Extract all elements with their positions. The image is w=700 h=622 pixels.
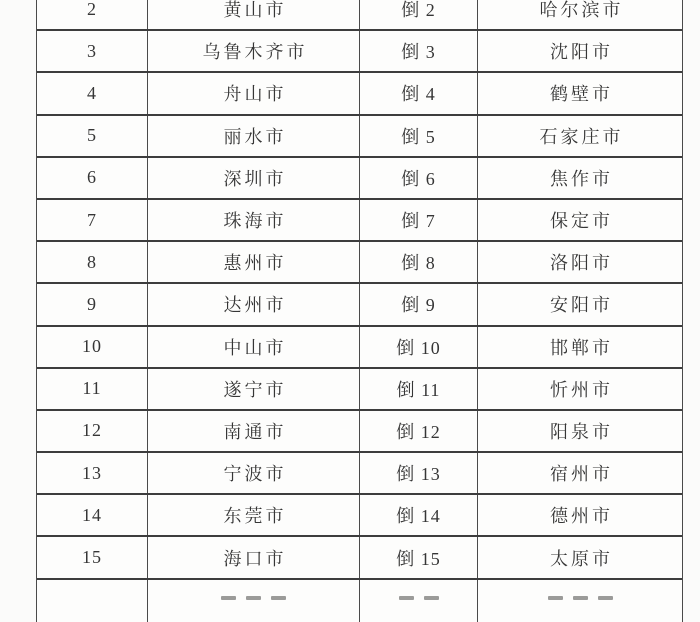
table-row <box>37 0 682 31</box>
reverse-rank-cell: 倒 3 <box>360 31 478 71</box>
reverse-rank-cell <box>360 580 478 622</box>
reverse-city-cell: 沈阳市 <box>550 42 613 63</box>
reverse-city-cell <box>478 580 682 622</box>
rank-cell: 5 <box>37 116 148 156</box>
table-row <box>37 200 682 242</box>
rank-cell: 11 <box>37 369 148 409</box>
city-cell: 乌鲁木齐市 <box>148 31 360 71</box>
city-cell: 珠海市 <box>148 200 360 240</box>
reverse-rank-cell: 倒 7 <box>360 200 478 240</box>
table-row <box>37 284 682 326</box>
reverse-city-cell: 宿州市 <box>550 464 613 485</box>
table-row <box>37 411 682 453</box>
reverse-city-cell: 安阳市 <box>550 295 613 316</box>
table-row <box>37 369 682 411</box>
reverse-city-cell: 太原市 <box>550 548 613 569</box>
table-row <box>37 537 682 579</box>
rank-cell: 6 <box>37 158 148 198</box>
table-row <box>37 73 682 115</box>
reverse-city-cell: 石家庄市 <box>539 126 624 147</box>
city-ranking-table <box>36 0 683 622</box>
reverse-rank-cell: 倒 9 <box>360 284 478 324</box>
table-row <box>37 327 682 369</box>
rank-cell: 15 <box>37 537 148 577</box>
city-cell: 达州市 <box>148 284 360 324</box>
rank-cell <box>37 580 148 622</box>
rank-cell: 2 <box>37 0 148 29</box>
table-row <box>37 495 682 537</box>
reverse-city-cell: 焦作市 <box>550 168 613 189</box>
reverse-rank-cell: 倒 5 <box>360 116 478 156</box>
clipped-text-remnant <box>399 596 439 600</box>
rank-cell: 10 <box>37 327 148 367</box>
city-cell: 深圳市 <box>148 158 360 198</box>
reverse-rank-cell: 倒 10 <box>360 327 478 367</box>
table-row <box>37 116 682 158</box>
city-cell: 黄山市 <box>148 0 360 29</box>
reverse-city-cell: 阳泉市 <box>550 421 613 442</box>
reverse-rank-cell: 倒 13 <box>360 453 478 493</box>
city-cell: 南通市 <box>148 411 360 451</box>
reverse-city-cell: 德州市 <box>550 506 613 527</box>
rank-cell: 8 <box>37 242 148 282</box>
table-rows <box>37 0 682 580</box>
rank-cell: 14 <box>37 495 148 535</box>
table-row <box>37 31 682 73</box>
reverse-city-cell: 忻州市 <box>550 379 613 400</box>
rank-cell: 13 <box>37 453 148 493</box>
rank-cell: 3 <box>37 31 148 71</box>
table-row <box>37 158 682 200</box>
rank-cell: 7 <box>37 200 148 240</box>
reverse-rank-cell: 倒 15 <box>360 537 478 577</box>
city-cell: 海口市 <box>148 537 360 577</box>
table-row <box>37 453 682 495</box>
reverse-city-cell: 洛阳市 <box>550 253 613 274</box>
reverse-city-cell: 鹤壁市 <box>550 84 613 105</box>
rank-cell: 4 <box>37 73 148 113</box>
city-cell: 舟山市 <box>148 73 360 113</box>
city-cell <box>148 580 360 622</box>
city-cell: 中山市 <box>148 327 360 367</box>
clipped-text-remnant <box>221 596 286 600</box>
clipped-text-remnant <box>548 596 613 600</box>
reverse-rank-cell: 倒 6 <box>360 158 478 198</box>
partial-clipped-row <box>37 580 682 622</box>
reverse-rank-cell: 倒 2 <box>360 0 478 29</box>
table-row <box>37 242 682 284</box>
reverse-city-cell: 保定市 <box>550 211 613 232</box>
rank-cell: 9 <box>37 284 148 324</box>
reverse-city-cell: 邯郸市 <box>550 337 613 358</box>
city-cell: 丽水市 <box>148 116 360 156</box>
reverse-city-cell: 哈尔滨市 <box>539 0 624 21</box>
city-cell: 东莞市 <box>148 495 360 535</box>
reverse-rank-cell: 倒 11 <box>360 369 478 409</box>
reverse-rank-cell: 倒 12 <box>360 411 478 451</box>
reverse-rank-cell: 倒 4 <box>360 73 478 113</box>
reverse-rank-cell: 倒 14 <box>360 495 478 535</box>
rank-cell: 12 <box>37 411 148 451</box>
city-cell: 遂宁市 <box>148 369 360 409</box>
city-cell: 宁波市 <box>148 453 360 493</box>
city-cell: 惠州市 <box>148 242 360 282</box>
reverse-rank-cell: 倒 8 <box>360 242 478 282</box>
